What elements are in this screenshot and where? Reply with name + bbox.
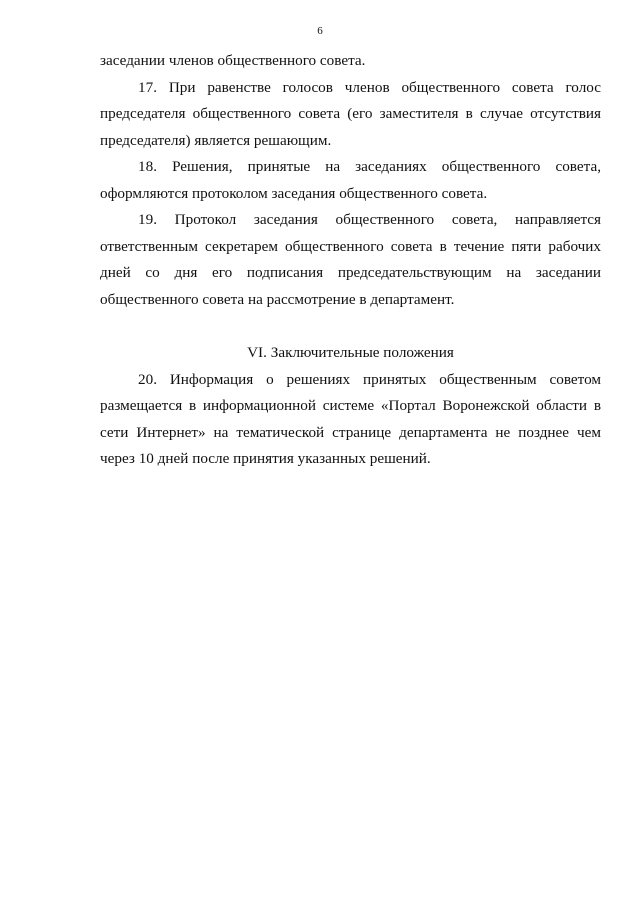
page-number: 6 (317, 25, 323, 37)
paragraph-18: 18. Решения, принятые на заседаниях общественного совета, оформляются протоколом заседания общественного совета. (100, 158, 601, 202)
paragraph-19: 19. Протокол заседания общественного совета, направляется ответственным секретарем общественного совета в течение пяти рабочих дней со дня его подписания председательствующим на заседании общественного совета на рассмотрение в департамент. (100, 211, 601, 308)
paragraph-17: 17. При равенстве голосов членов общественного совета голос председателя общественного совета (его заместителя в случае отсутствия председателя) является решающим. (100, 78, 601, 149)
section-heading: VI. Заключительные положения (247, 344, 454, 361)
paragraph-20: 20. Информация о решениях принятых общественным советом размещается в информационной системе «Портал Воронежской области в сети Интернет» на тематической странице департамента не позднее чем через 10 дней после принятия указанных решений. (100, 370, 601, 467)
paragraph-continuation: заседании членов общественного совета. (100, 52, 366, 69)
document-body (100, 48, 601, 473)
